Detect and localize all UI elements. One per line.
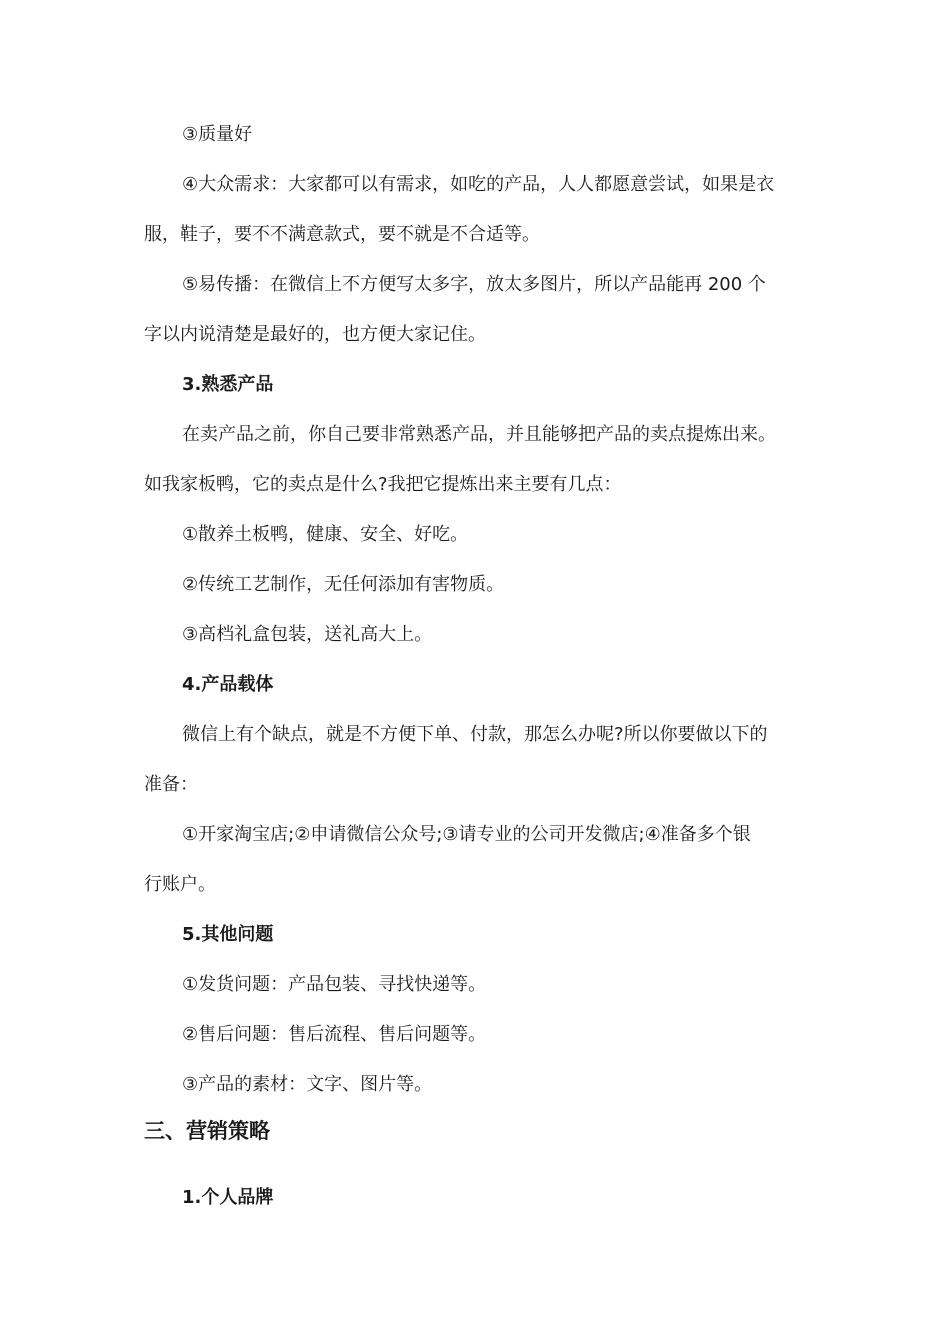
paragraph-continuation: 服，鞋子，要不不满意款式，要不就是不合适等。 [144,224,540,245]
paragraph-continuation: 准备： [144,774,198,795]
paragraph-continuation: 如我家板鸭，它的卖点是什么?我把它提炼出来主要有几点： [144,474,622,495]
list-item: ②售后问题：售后流程、售后问题等。 [182,1024,487,1045]
paragraph-continuation: 字以内说清楚是最好的，也方便大家记住。 [144,324,486,345]
chapter-heading-marketing-strategy: 三、营销策略 [144,1119,270,1143]
paragraph-continuation: 行账户。 [144,874,216,895]
section-heading-personal-brand: 1.个人品牌 [182,1187,274,1208]
section-heading-product-carrier: 4.产品载体 [182,674,274,695]
paragraph-text: 微信上有个缺点，就是不方便下单、付款，那怎么办呢?所以你要做以下的 [182,724,768,745]
list-item: ①开家淘宝店;②申请微信公众号;③请专业的公司开发微店;④准备多个银 [182,824,751,845]
paragraph-text: 在卖产品之前，你自己要非常熟悉产品，并且能够把产品的卖点提炼出来。 [182,424,776,445]
list-item: ①发货问题：产品包装、寻找快递等。 [182,974,487,995]
list-item: ③高档礼盒包装，送礼高大上。 [182,624,433,645]
list-item-quality: ③质量好 [182,124,253,145]
list-item-easy-spread: ⑤易传播：在微信上不方便写太多字，放太多图片，所以产品能再 200 个 [182,274,766,295]
section-heading-familiar-product: 3.熟悉产品 [182,374,274,395]
section-heading-other-issues: 5.其他问题 [182,924,274,945]
list-item: ①散养土板鸭，健康、安全、好吃。 [182,524,469,545]
list-item: ③产品的素材：文字、图片等。 [182,1074,433,1095]
list-item: ②传统工艺制作，无任何添加有害物质。 [182,574,505,595]
list-item-mass-demand: ④大众需求：大家都可以有需求，如吃的产品，人人都愿意尝试，如果是衣 [182,174,775,195]
